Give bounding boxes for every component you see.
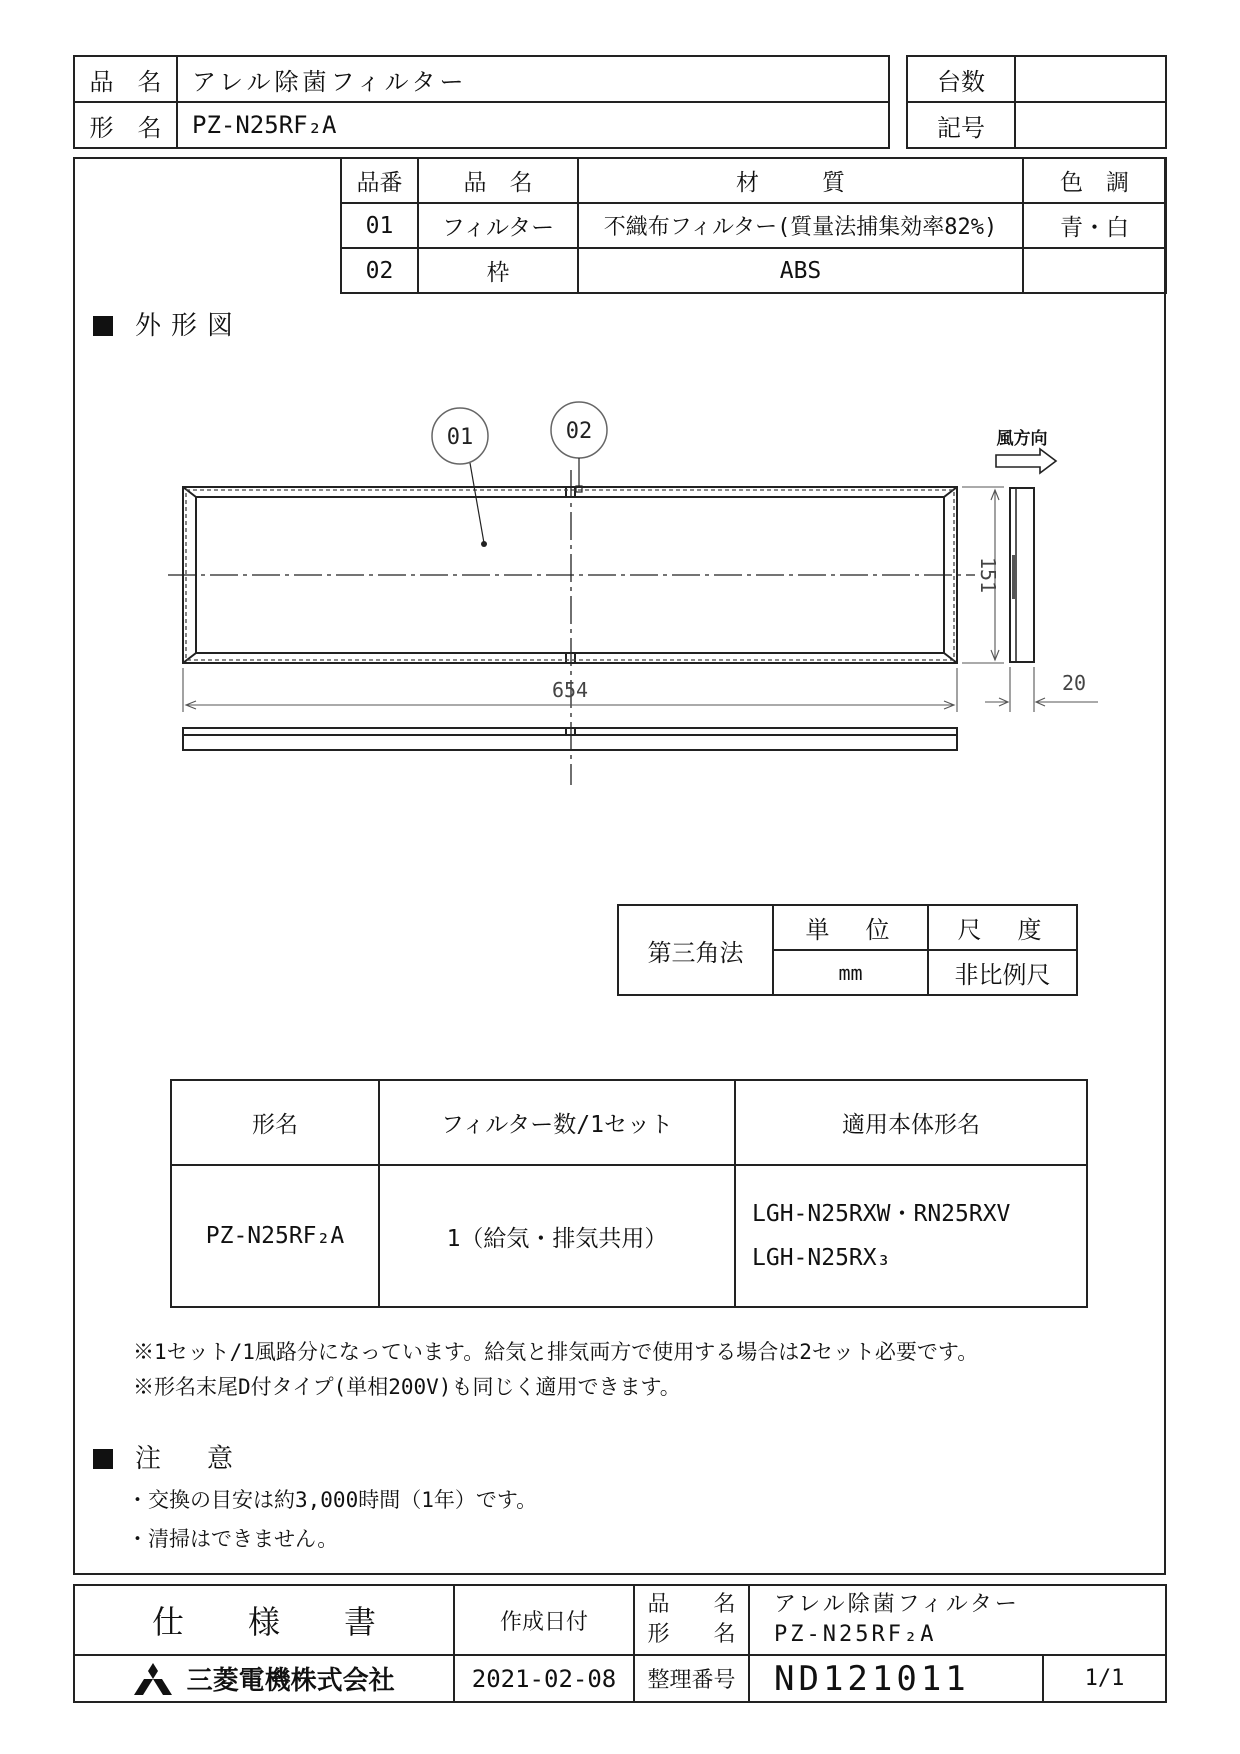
dim-width: 654 bbox=[551, 678, 589, 702]
scale-label: 尺 度 bbox=[928, 905, 1077, 950]
model-name-cell: PZ-N25RF₂A bbox=[171, 1165, 379, 1307]
parts-cell: 02 bbox=[341, 248, 418, 293]
footer-model-name: PZ-N25RF₂A bbox=[774, 1622, 937, 1647]
model-table bbox=[170, 1079, 1088, 1308]
caution-section-title bbox=[93, 1438, 243, 1475]
projection-method: 第三角法 bbox=[618, 905, 773, 995]
parts-header-name: 品 名 bbox=[418, 158, 578, 203]
outline-drawing bbox=[0, 0, 1240, 800]
katamei-footer-label: 形 名 bbox=[647, 1622, 736, 1647]
name-labels bbox=[634, 1585, 749, 1655]
airflow-arrow-icon bbox=[996, 449, 1056, 473]
scale-value: 非比例尺 bbox=[928, 950, 1077, 995]
bottom-view bbox=[183, 728, 957, 750]
balloon-01-text: 01 bbox=[446, 425, 474, 450]
parts-cell: 01 bbox=[341, 203, 418, 248]
projection-table bbox=[617, 904, 1078, 996]
outline-title-text: 外形図 bbox=[135, 311, 244, 341]
airflow-label: 風方向 bbox=[996, 429, 1048, 449]
model-header-applicable: 適用本体形名 bbox=[735, 1080, 1087, 1165]
caution-title-text: 注 意 bbox=[135, 1444, 244, 1474]
three-diamonds-logo-icon bbox=[133, 1662, 173, 1696]
parts-header-no: 品番 bbox=[341, 158, 418, 203]
applicable-model-1: LGH-N25RXW・RN25RXV bbox=[752, 1201, 1011, 1227]
hinmei-label: 品 名 bbox=[74, 56, 177, 102]
parts-cell: 枠 bbox=[418, 248, 578, 293]
caution-item-2: ・清掃はできません。 bbox=[127, 1527, 339, 1551]
date-label: 作成日付 bbox=[454, 1585, 634, 1655]
unit-label: 単 位 bbox=[773, 905, 928, 950]
parts-cell: ABS bbox=[578, 248, 1023, 293]
seiri-label: 整理番号 bbox=[634, 1655, 749, 1702]
model-header-name: 形名 bbox=[171, 1080, 379, 1165]
dim-height: 151 bbox=[976, 556, 1000, 594]
caution-item-1: ・交換の目安は約3,000時間（1年）です。 bbox=[127, 1488, 538, 1512]
seiri-value: ND121011 bbox=[749, 1655, 1043, 1702]
page-number: 1/1 bbox=[1043, 1655, 1166, 1702]
kigou-label: 記号 bbox=[907, 102, 1015, 148]
footer-product-name: アレル除菌フィルター bbox=[774, 1592, 1020, 1617]
hinmei-value: アレル除菌フィルター bbox=[177, 56, 889, 102]
parts-cell: 青・白 bbox=[1023, 203, 1166, 248]
parts-cell: 不織布フィルター(質量法捕集効率82%) bbox=[578, 203, 1023, 248]
doc-title: 仕 様 書 bbox=[74, 1585, 454, 1655]
model-applicable-cell bbox=[735, 1165, 1087, 1307]
parts-header-material: 材 質 bbox=[578, 158, 1023, 203]
katamei-value: PZ-N25RF₂A bbox=[177, 102, 889, 148]
model-count-cell: 1（給気・排気共用） bbox=[379, 1165, 735, 1307]
parts-cell: フィルター bbox=[418, 203, 578, 248]
hinmei-footer-label: 品 名 bbox=[647, 1592, 736, 1617]
katamei-label: 形 名 bbox=[74, 102, 177, 148]
remark-1: ※1セット/1風路分になっています。給気と排気両方で使用する場合は2セット必要です。 bbox=[133, 1340, 979, 1364]
date-value: 2021-02-08 bbox=[454, 1655, 634, 1702]
remark-2: ※形名末尾D付タイプ(単相200V)も同じく適用できます。 bbox=[133, 1375, 681, 1399]
daisu-label: 台数 bbox=[907, 56, 1015, 102]
model-header-count: フィルター数/1セット bbox=[379, 1080, 735, 1165]
parts-header-color: 色 調 bbox=[1023, 158, 1166, 203]
section-marker-icon bbox=[93, 1449, 113, 1469]
name-values bbox=[749, 1585, 1166, 1655]
footer-table bbox=[73, 1584, 1167, 1703]
company-name: 三菱電機株式会社 bbox=[186, 1665, 395, 1695]
balloon-02-text: 02 bbox=[565, 419, 593, 444]
company-cell bbox=[74, 1655, 454, 1702]
applicable-model-2: LGH-N25RX₃ bbox=[752, 1245, 891, 1271]
dim-depth: 20 bbox=[1061, 671, 1087, 695]
unit-value: mm bbox=[773, 950, 928, 995]
